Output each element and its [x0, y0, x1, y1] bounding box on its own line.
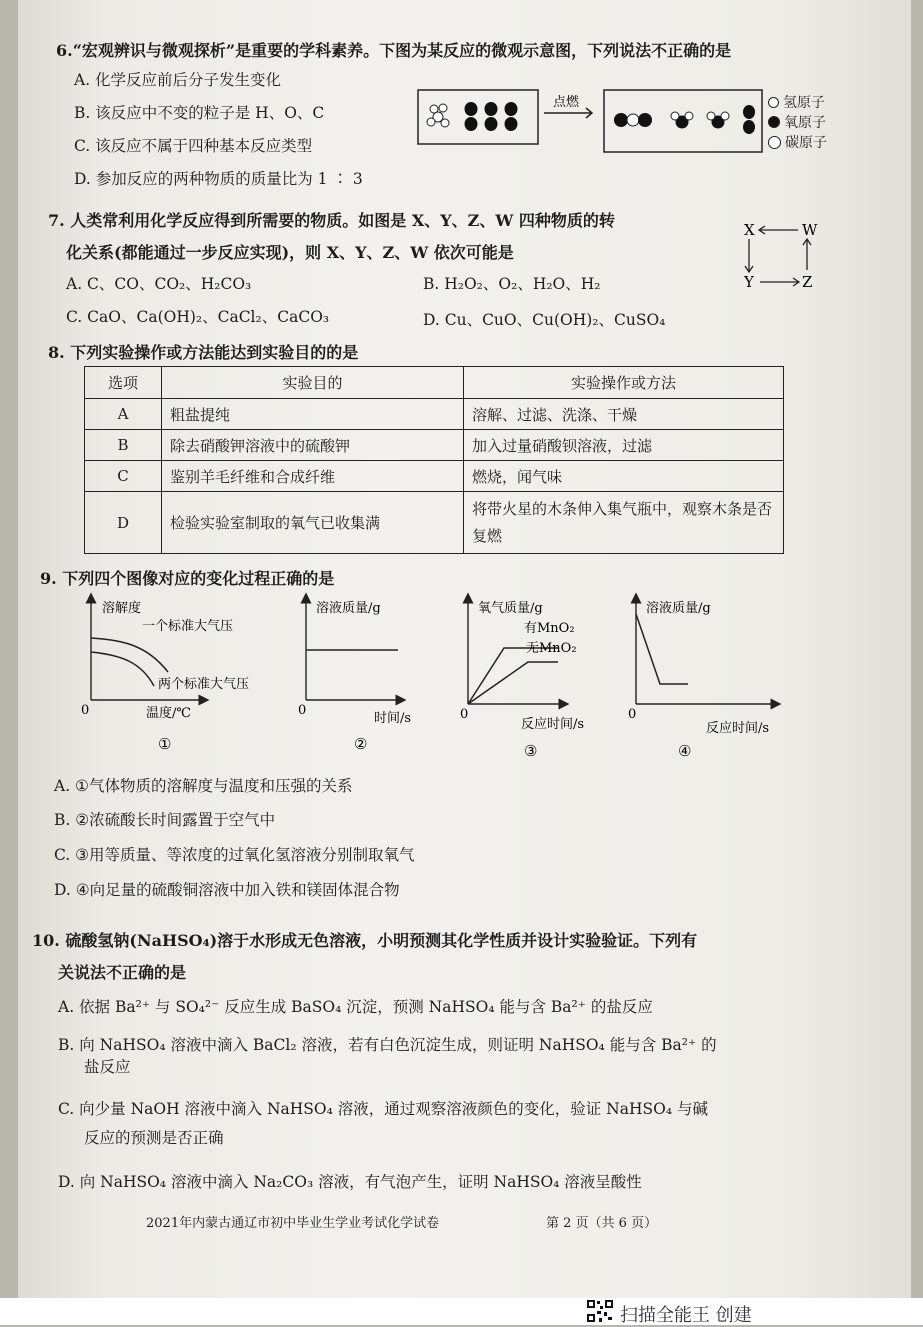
table-row [85, 492, 784, 554]
q7-option-d: D. Cu、CuO、Cu(OH)₂、CuSO₄ [423, 311, 666, 329]
q6-stem: 6.“宏观辨识与微观探析”是重要的学科素养。下图为某反应的微观示意图，下列说法不正确的是 [56, 41, 732, 60]
q10-option-a: A. 依据 Ba²⁺ 与 SO₄²⁻ 反应生成 BaSO₄ 沉淀，预测 NaHSO₄ 能与含 Ba²⁺ 的盐反应 [58, 998, 653, 1016]
row-b-goal: 除去硝酸钾溶液中的硫酸钾 [162, 430, 464, 461]
table-row [85, 461, 784, 492]
q7-option-c: C. CaO、Ca(OH)₂、CaCl₂、CaCO₃ [66, 308, 330, 326]
row-d-goal: 检验实验室制取的氧气已收集满 [162, 492, 464, 554]
q6-option-d: D. 参加反应的两种物质的质量比为 1 ∶ 3 [74, 170, 363, 188]
row-b-option: B [85, 430, 162, 461]
node-w: W [802, 221, 818, 239]
graph2-xlabel: 时间/s [374, 711, 412, 726]
row-c-option: C [85, 461, 162, 492]
graph2-number: ② [354, 735, 368, 753]
scanner-strip [0, 1298, 923, 1325]
q10-option-c-cont: 反应的预测是否正确 [84, 1129, 224, 1147]
graph1-xlabel: 温度/℃ [146, 706, 191, 721]
scanner-brand-text: 扫描全能王 创建 [620, 1305, 752, 1326]
graph3-xlabel: 反应时间/s [521, 717, 585, 732]
row-a-option: A [85, 399, 162, 430]
graph2-ylabel: 溶液质量/g [316, 601, 381, 616]
graph1-origin: 0 [81, 703, 90, 718]
legend-oxygen: 氧原子 [784, 115, 826, 131]
graph1-curve-1atm [91, 638, 168, 672]
q9-stem: 9. 下列四个图像对应的变化过程正确的是 [40, 569, 335, 588]
water-molecules [671, 112, 729, 129]
exam-page [18, 0, 911, 1298]
q8-table [84, 366, 784, 554]
methane-molecule [427, 104, 449, 127]
q7-option-b: B. H₂O₂、O₂、H₂O、H₂ [423, 275, 601, 293]
graph4-origin: 0 [628, 707, 637, 722]
graph-4 [628, 598, 776, 760]
oxygen-molecules [465, 102, 518, 131]
graph1-curve1-label: 一个标准大气压 [142, 619, 234, 634]
q10-stem: 10. 硫酸氢钠(NaHSO₄)溶于水形成无色溶液，小明预测其化学性质并设计实验验证。下列有 [32, 931, 698, 950]
q6-option-b: B. 该反应中不变的粒子是 H、O、C [74, 104, 325, 122]
q10-stem2: 关说法不正确的是 [58, 963, 187, 982]
oxygen-atom-icon [768, 116, 780, 128]
graph1-curve-2atm [91, 652, 154, 686]
graph4-line [636, 614, 688, 684]
legend-hydrogen: 氢原子 [783, 95, 825, 111]
row-a-method: 溶解、过滤、洗涤、干燥 [464, 399, 784, 430]
graph2-origin: 0 [298, 703, 307, 718]
hydrogen-atom-icon [768, 97, 779, 108]
q10-option-b-cont: 盐反应 [84, 1058, 131, 1076]
row-c-goal: 鉴别羊毛纤维和合成纤维 [162, 461, 464, 492]
qr-code-icon [586, 1299, 614, 1324]
q6-option-c: C. 该反应不属于四种基本反应类型 [74, 137, 313, 155]
q10-option-b: B. 向 NaHSO₄ 溶液中滴入 BaCl₂ 溶液，若有白色沉淀生成，则证明 NaHSO₄ 能与含 Ba²⁺ 的 [58, 1036, 717, 1054]
graph-1 [81, 598, 249, 753]
q9-graphs [76, 592, 796, 762]
legend-carbon: 碳原子 [785, 135, 827, 151]
graph1-ylabel: 溶解度 [102, 601, 142, 616]
graph3-number: ③ [524, 742, 538, 760]
q9-option-a: A. ①气体物质的溶解度与温度和压强的关系 [54, 777, 353, 795]
carbon-atom-icon [768, 136, 781, 149]
q8-stem: 8. 下列实验操作或方法能达到实验目的的是 [48, 343, 359, 362]
q6-reaction-diagram [416, 80, 766, 158]
graph3-ylabel: 氧气质量/g [478, 601, 543, 616]
q10-option-d: D. 向 NaHSO₄ 溶液中滴入 Na₂CO₃ 溶液，有气泡产生，证明 NaHSO₄ 溶液呈酸性 [58, 1173, 642, 1191]
q7-option-a: A. C、CO、CO₂、H₂CO₃ [66, 275, 252, 293]
graph4-number: ④ [678, 742, 692, 760]
graph3-origin: 0 [460, 707, 469, 722]
graph4-xlabel: 反应时间/s [706, 721, 770, 736]
graph3-curve2-label: 无MnO₂ [526, 641, 577, 656]
q6-legend [768, 92, 827, 152]
header-method: 实验操作或方法 [464, 367, 784, 399]
graph4-ylabel: 溶液质量/g [646, 601, 711, 616]
graph3-with-mno2 [468, 648, 558, 704]
table-row [85, 430, 784, 461]
q6-option-a: A. 化学反应前后分子发生变化 [74, 71, 282, 89]
graph1-number: ① [158, 735, 172, 753]
row-b-method: 加入过量硝酸钡溶液，过滤 [464, 430, 784, 461]
arrow-label: 点燃 [553, 95, 580, 110]
node-z: Z [802, 273, 813, 291]
q7-conversion-diagram [740, 218, 825, 293]
q7-stem2: 化关系(都能通过一步反应实现)，则 X、Y、Z、W 依次可能是 [66, 243, 514, 262]
q9-option-d: D. ④向足量的硫酸铜溶液中加入铁和镁固体混合物 [54, 881, 400, 899]
row-a-goal: 粗盐提纯 [162, 399, 464, 430]
node-y: Y [744, 273, 754, 291]
graph1-curve2-label: 两个标准大气压 [158, 677, 250, 692]
q10-option-c: C. 向少量 NaOH 溶液中滴入 NaHSO₄ 溶液，通过观察溶液颜色的变化，验证 NaHSO₄ 与碱 [58, 1100, 708, 1118]
q9-option-c: C. ③用等质量、等浓度的过氧化氢溶液分别制取氧气 [54, 846, 415, 864]
q7-stem: 7. 人类常利用化学反应得到所需要的物质。如图是 X、Y、Z、W 四种物质的转 [48, 211, 615, 230]
graph-3 [460, 598, 584, 760]
co2-molecule [614, 113, 652, 127]
graph-2 [298, 598, 411, 753]
graph3-curve1-label: 有MnO₂ [524, 621, 575, 636]
footer-page: 第 2 页（共 6 页） [546, 1216, 658, 1231]
leftover-oxygen [743, 105, 755, 134]
row-d-option: D [85, 492, 162, 554]
node-x: X [744, 221, 755, 239]
row-d-method: 将带火星的木条伸入集气瓶中，观察木条是否复燃 [464, 492, 784, 554]
header-option: 选项 [85, 367, 162, 399]
table-row [85, 399, 784, 430]
q9-option-b: B. ②浓硫酸长时间露置于空气中 [54, 811, 276, 829]
row-c-method: 燃烧，闻气味 [464, 461, 784, 492]
footer-title: 2021年内蒙古通辽市初中毕业生学业考试化学试卷 [146, 1216, 440, 1231]
header-goal: 实验目的 [162, 367, 464, 399]
